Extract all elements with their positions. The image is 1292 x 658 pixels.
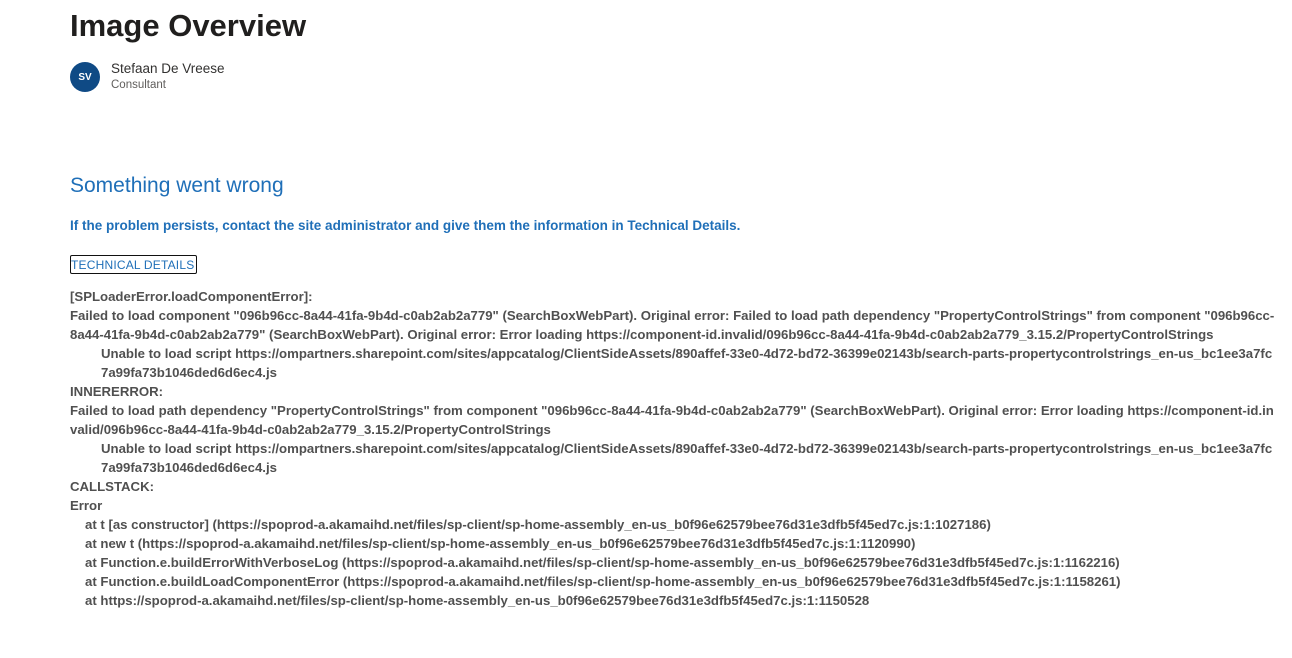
callstack-header: CALLSTACK: bbox=[70, 479, 154, 494]
callstack-frame: at Function.e.buildLoadComponentError (https://spoprod-a.akamaihd.net/files/sp-client/sp-home-assembly_en-us_b0f96e62579bee76d31e3dfb5f45ed7c.js:1:1158261) bbox=[85, 574, 1121, 589]
avatar[interactable]: SV bbox=[70, 62, 100, 92]
author-role: Consultant bbox=[111, 79, 166, 91]
loader-error-header: [SPLoaderError.loadComponentError]: bbox=[70, 289, 313, 304]
callstack-frame: at Function.e.buildErrorWithVerboseLog (https://spoprod-a.akamaihd.net/files/sp-client/sp-home-assembly_en-us_b0f96e62579bee76d31e3dfb5f45ed7c.js:1:1162216) bbox=[85, 555, 1120, 570]
technical-details bbox=[70, 287, 1275, 610]
author-block bbox=[70, 60, 225, 94]
page-title: Image Overview bbox=[70, 8, 307, 43]
author-name[interactable]: Stefaan De Vreese bbox=[111, 61, 225, 76]
technical-details-button[interactable]: TECHNICAL DETAILS bbox=[70, 255, 197, 274]
callstack-frame: at https://spoprod-a.akamaihd.net/files/sp-client/sp-home-assembly_en-us_b0f96e62579bee76d31e3dfb5f45ed7c.js:1:1150528 bbox=[85, 593, 870, 608]
inner-error-script: Unable to load script https://ompartners.sharepoint.com/sites/appcatalog/ClientSideAssets/890affef-33e0-4d72-bd72-36399e02143b/search-parts-propertycontrolstrings_en-us_bc1ee3a7fc7a99fa73b1046ded6d6ec4.js bbox=[101, 441, 1273, 475]
inner-error-message: Failed to load path dependency "PropertyControlStrings" from component "096b96cc-8a44-41fa-9b4d-c0ab2ab2a779" (SearchBoxWebPart). Original error: Error loading https://component-id.invalid/096b96cc-8a44-41fa-9b4d-c0ab2ab2a779_3.15.2/PropertyControlStrings bbox=[70, 403, 1274, 437]
callstack-error: Error bbox=[70, 498, 103, 513]
error-hint: If the problem persists, contact the site administrator and give them the information in Technical Details. bbox=[70, 218, 741, 233]
inner-error-header: INNERERROR: bbox=[70, 384, 164, 399]
callstack-frame: at t [as constructor] (https://spoprod-a.akamaihd.net/files/sp-client/sp-home-assembly_en-us_b0f96e62579bee76d31e3dfb5f45ed7c.js:1:1027186) bbox=[85, 517, 991, 532]
author-text bbox=[111, 60, 225, 94]
loader-error-script: Unable to load script https://ompartners.sharepoint.com/sites/appcatalog/ClientSideAssets/890affef-33e0-4d72-bd72-36399e02143b/search-parts-propertycontrolstrings_en-us_bc1ee3a7fc7a99fa73b1046ded6d6ec4.js bbox=[101, 346, 1273, 380]
callstack-frame: at new t (https://spoprod-a.akamaihd.net/files/sp-client/sp-home-assembly_en-us_b0f96e62579bee76d31e3dfb5f45ed7c.js:1:1120990) bbox=[85, 536, 916, 551]
error-heading: Something went wrong bbox=[70, 174, 284, 197]
loader-error-message: Failed to load component "096b96cc-8a44-41fa-9b4d-c0ab2ab2a779" (SearchBoxWebPart). Original error: Failed to load path dependency "PropertyControlStrings" from component "096b96cc-8a44-41fa-9b4d-c0ab2ab2a779" (SearchBoxWebPart). Original error: Error loading https://component-id.invalid/096b96cc-8a44-41fa-9b4d-c0ab2ab2a779_3.15.2/PropertyControlStrings bbox=[70, 308, 1275, 342]
